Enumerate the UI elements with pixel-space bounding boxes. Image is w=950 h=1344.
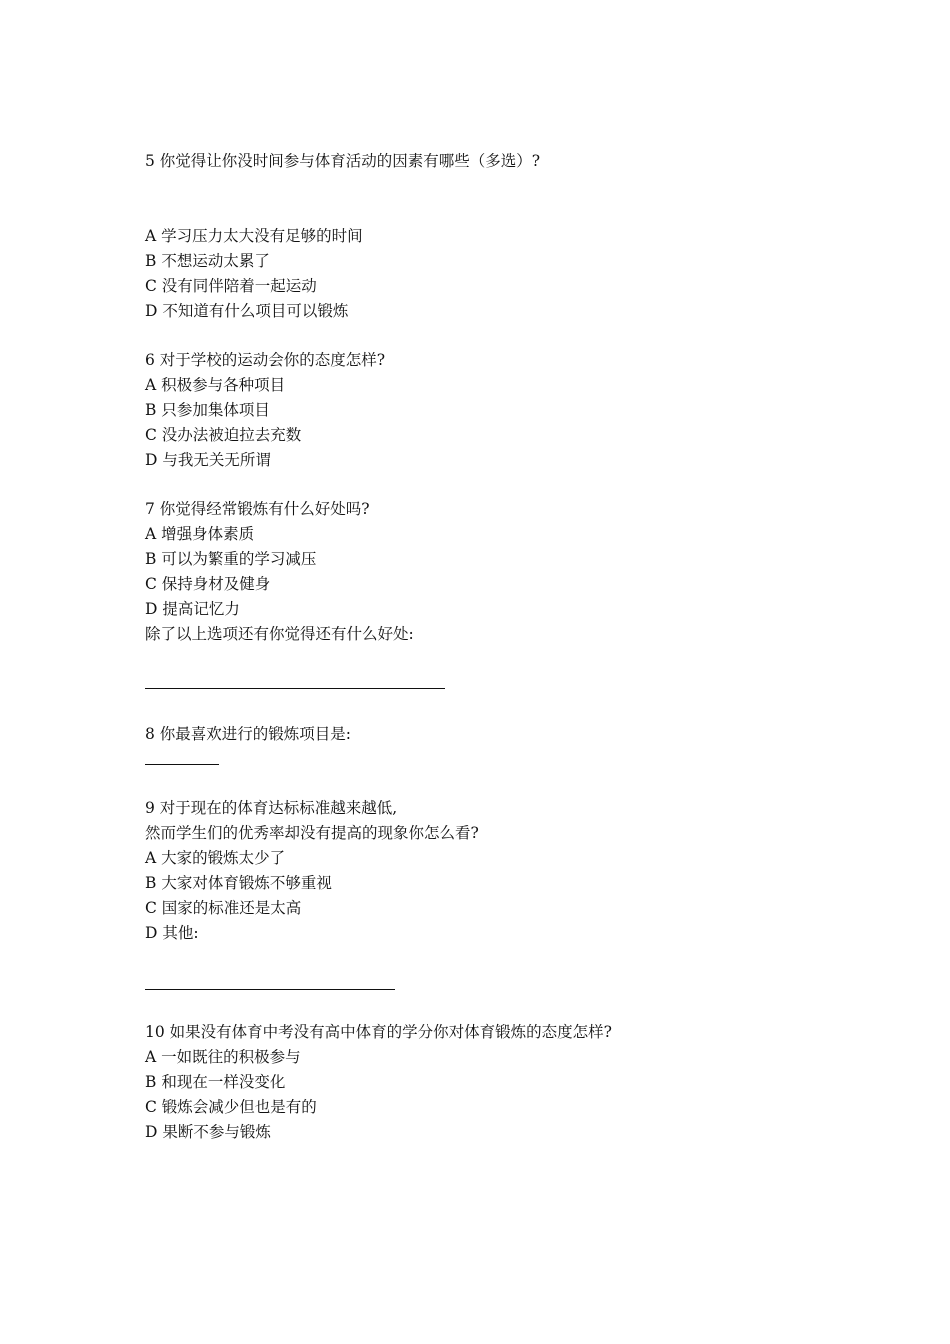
question-9-title-line-2: 然而学生们的优秀率却没有提高的现象你怎么看? — [145, 824, 479, 842]
question-5-option-d: D 不知道有什么项目可以锻炼 — [145, 302, 349, 320]
question-7-option-b: B 可以为繁重的学习减压 — [145, 550, 317, 568]
question-10-option-a: A 一如既往的积极参与 — [145, 1048, 301, 1066]
question-5-option-a: A 学习压力太大没有足够的时间 — [145, 227, 363, 245]
question-9-option-a: A 大家的锻炼太少了 — [145, 849, 286, 867]
question-10-option-c: C 锻炼会减少但也是有的 — [145, 1098, 317, 1116]
question-7-option-a: A 增强身体素质 — [145, 525, 255, 543]
question-9-option-b: B 大家对体育锻炼不够重视 — [145, 874, 332, 892]
question-6-option-d: D 与我无关无所谓 — [145, 451, 271, 469]
question-6-option-b: B 只参加集体项目 — [145, 401, 270, 419]
question-10-option-b: B 和现在一样没变化 — [145, 1073, 286, 1091]
question-5-option-c: C 没有同伴陪着一起运动 — [145, 277, 317, 295]
question-9-option-c: C 国家的标准还是太高 — [145, 899, 302, 917]
question-8-title: 8 你最喜欢进行的锻炼项目是: — [145, 725, 352, 743]
question-7-option-d: D 提高记忆力 — [145, 600, 240, 618]
question-7-title: 7 你觉得经常锻炼有什么好处吗? — [145, 500, 370, 518]
question-10-option-d: D 果断不参与锻炼 — [145, 1123, 271, 1141]
question-7-answer-line — [145, 688, 445, 689]
question-6-option-c: C 没办法被迫拉去充数 — [145, 426, 302, 444]
question-5-option-b: B 不想运动太累了 — [145, 252, 270, 270]
question-6-title: 6 对于学校的运动会你的态度怎样? — [145, 351, 386, 369]
question-10-title: 10 如果没有体育中考没有高中体育的学分你对体育锻炼的态度怎样? — [145, 1023, 612, 1041]
question-9-option-d: D 其他: — [145, 924, 199, 942]
question-7-extra-prompt: 除了以上选项还有你觉得还有什么好处: — [145, 625, 414, 643]
question-9-title-line-1: 9 对于现在的体育达标标准越来越低, — [145, 799, 398, 817]
question-9-answer-line — [145, 989, 395, 990]
question-7-option-c: C 保持身材及健身 — [145, 575, 271, 593]
question-6-option-a: A 积极参与各种项目 — [145, 376, 286, 394]
question-5-title: 5 你觉得让你没时间参与体育活动的因素有哪些（多选）? — [145, 152, 541, 170]
question-8-answer-line — [145, 764, 219, 765]
